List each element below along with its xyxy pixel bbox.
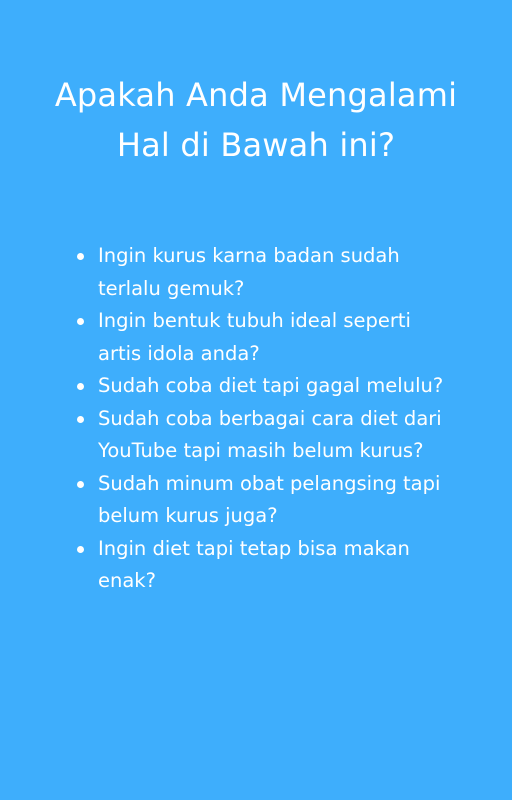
bullet-icon: [77, 481, 84, 488]
list-item-text: Ingin kurus karna badan sudah terlalu gemuk?: [98, 244, 400, 300]
list-item-text: Sudah minum obat pelangsing tapi belum kurus juga?: [98, 471, 441, 527]
symptom-list: [72, 240, 452, 598]
title-line-1: Apakah Anda Mengalami: [54, 76, 458, 114]
list-item: [72, 468, 452, 533]
list-item: [72, 533, 452, 598]
list-item: [72, 240, 452, 305]
bullet-icon: [77, 318, 84, 325]
list-item-text: Ingin bentuk tubuh ideal seperti artis idola anda?: [98, 309, 411, 365]
bullet-icon: [77, 383, 84, 390]
list-item: [72, 370, 452, 403]
list-item-text: Sudah coba berbagai cara diet dari YouTube tapi masih belum kurus?: [98, 406, 442, 462]
list-item: [72, 305, 452, 370]
bullet-icon: [77, 546, 84, 553]
list-item-text: Sudah coba diet tapi gagal melulu?: [98, 374, 444, 397]
page-title: [0, 70, 512, 170]
bullet-icon: [77, 416, 84, 423]
title-line-2: Hal di Bawah ini?: [116, 126, 396, 164]
list-item: [72, 403, 452, 468]
list-item-text: Ingin diet tapi tetap bisa makan enak?: [98, 536, 410, 592]
bullet-icon: [77, 253, 84, 260]
